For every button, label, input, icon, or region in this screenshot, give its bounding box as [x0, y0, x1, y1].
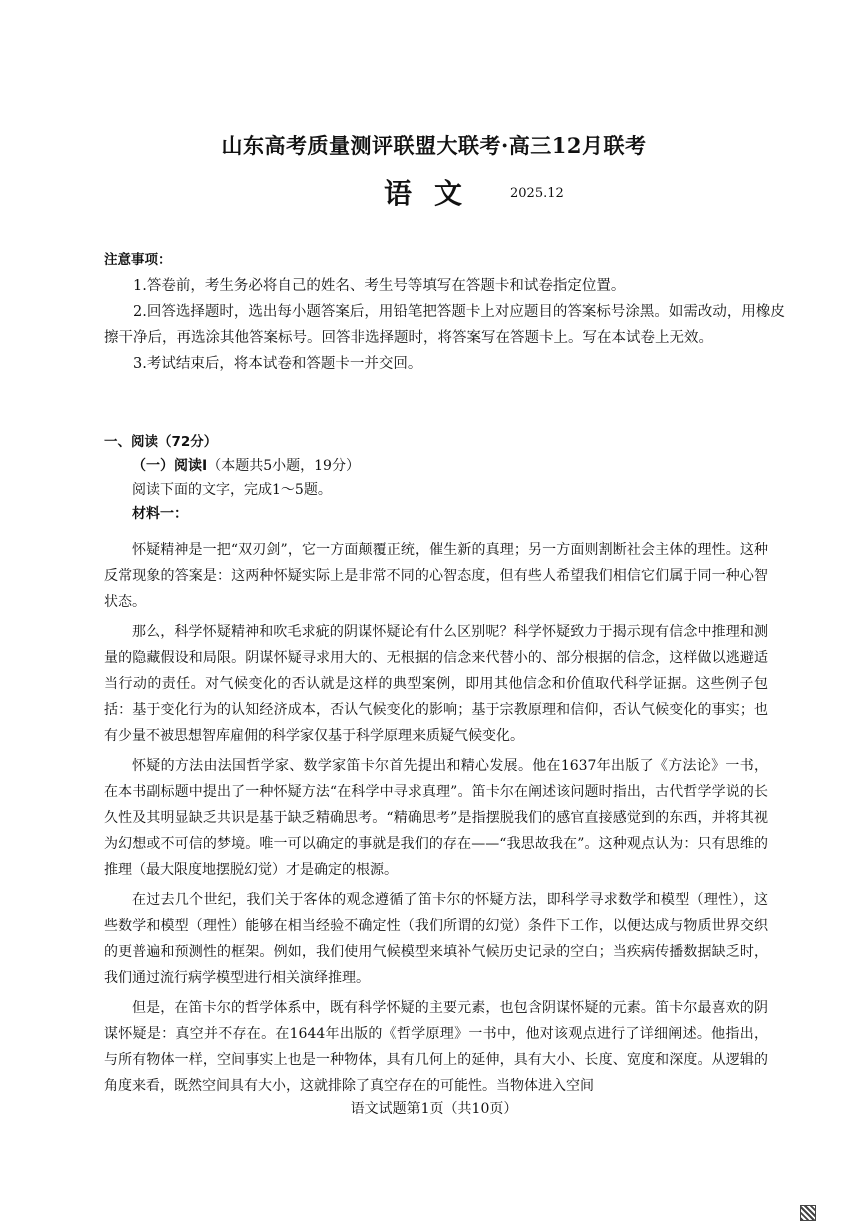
- section-heading: 一、阅读（72分）: [104, 434, 218, 450]
- notice-item-1: 1.答卷前，考生务必将自己的姓名、考生号等填写在答题卡和试卷指定位置。: [133, 278, 626, 294]
- sub-section-label: （一）阅读Ⅰ: [132, 458, 208, 474]
- material-label: 材料一：: [132, 506, 188, 522]
- sub-section-heading: [104, 454, 764, 478]
- subject-row: [0, 172, 868, 212]
- passage: [104, 537, 768, 1103]
- notice-item-2: 2.回答选择题时，选出每小题答案后，用铅笔把答题卡上对应题目的答案标号涂黑。如需改动，用橡皮擦干净后，再选涂其他答案标号。回答非选择题时，将答案写在答题卡上。写在本试卷上无效。: [104, 304, 785, 346]
- qr-code-icon: [800, 1205, 816, 1221]
- notice-item-3: 3.考试结束后，将本试卷和答题卡一并交回。: [133, 356, 423, 372]
- passage-paragraph: 在过去几个世纪，我们关于客体的观念遵循了笛卡尔的怀疑方法，即科学寻求数学和模型（理性），这些数学和模型（理性）能够在相当经验不确定性（我们所谓的幻觉）条件下工作，以便达成与物质世界交织的更普遍和预测性的框架。例如，我们使用气候模型来填补气候历史记录的空白；当疾病传播数据缺乏时，我们通过流行病学模型进行相关演绎推理。: [104, 892, 768, 986]
- exam-title: 山东高考质量测评联盟大联考·高三12月联考: [221, 133, 647, 158]
- reading-instruction: 阅读下面的文字，完成1～5题。: [132, 482, 332, 498]
- passage-paragraph: 那么，科学怀疑精神和吹毛求疵的阴谋怀疑论有什么区别呢？科学怀疑致力于揭示现有信念中推理和测量的隐藏假设和局限。阴谋怀疑寻求用大的、无根据的信念来代替小的、部分根据的信念，这样做以逃避适当行动的责任。对气候变化的否认就是这样的典型案例，即用其他信念和价值取代科学证据。这些例子包括：基于变化行为的认知经济成本，否认气候变化的影响；基于宗教原理和信仰，否认气候变化的事实；也有少量不被思想智库雇佣的科学家仅基于科学原理来质疑气候变化。: [104, 624, 768, 744]
- page-footer: 语文试题第1页（共10页）: [350, 1101, 518, 1117]
- passage-paragraph: 但是，在笛卡尔的哲学体系中，既有科学怀疑的主要元素，也包含阴谋怀疑的元素。笛卡尔最喜欢的阴谋怀疑是：真空并不存在。在1644年出版的《哲学原理》一书中，他对该观点进行了详细阐述。他指出，与所有物体一样，空间事实上也是一种物体，具有几何上的延伸，具有大小、长度、宽度和深度。从逻辑的角度来看，既然空间具有大小，这就排除了真空存在的可能性。当物体进入空间: [104, 1000, 768, 1094]
- passage-paragraph: 怀疑精神是一把“双刃剑”，它一方面颠覆正统，催生新的真理；另一方面则割断社会主体的理性。这种反常现象的答案是：这两种怀疑实际上是非常不同的心智态度，但有些人希望我们相信它们属于同一种心智状态。: [104, 542, 768, 610]
- exam-date: 2025.12: [510, 186, 564, 201]
- sub-section-info: （本题共5小题，19分）: [207, 458, 360, 474]
- scanner-watermark: [800, 1205, 816, 1221]
- notice-block: [104, 247, 794, 377]
- subject-title: 语文: [383, 177, 484, 210]
- notice-heading: 注意事项：: [104, 252, 172, 268]
- reading-section: [104, 430, 764, 526]
- passage-paragraph: 怀疑的方法由法国哲学家、数学家笛卡尔首先提出和精心发展。他在1637年出版了《方法论》一书，在本书副标题中提出了一种怀疑方法“在科学中寻求真理”。笛卡尔在阐述该问题时指出，古代哲学学说的长久性及其明显缺乏共识是基于缺乏精确思考。“精确思考”是指摆脱我们的感官直接感觉到的东西，并将其视为幻想或不可信的梦境。唯一可以确定的事就是我们的存在——“我思故我在”。这种观点认为：只有思维的推理（最大限度地摆脱幻觉）才是确定的根源。: [104, 758, 768, 878]
